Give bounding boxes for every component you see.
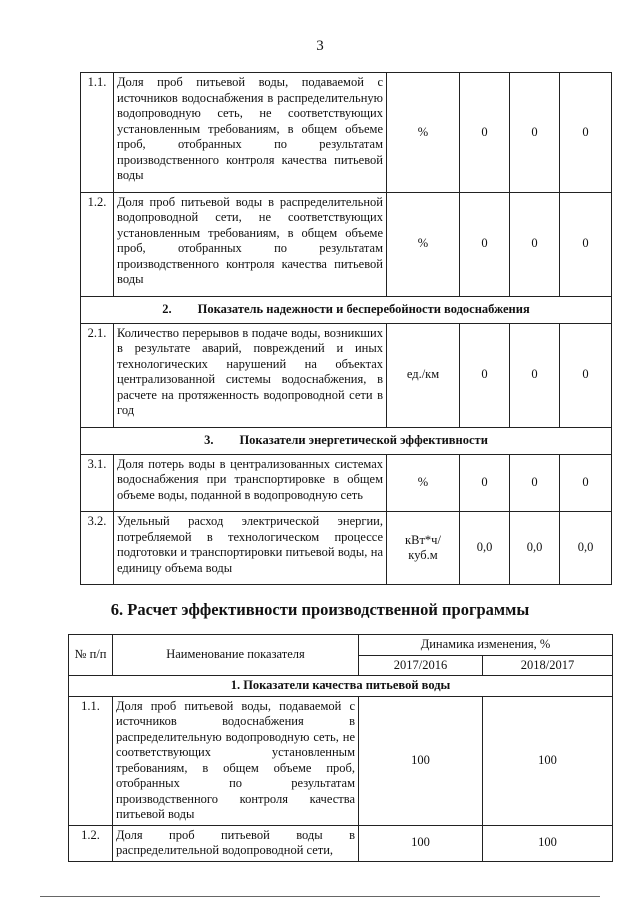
row-value: 0 (460, 192, 510, 296)
row-value: 0 (460, 454, 510, 512)
table-row (81, 73, 612, 193)
section-label: Показатель надежности и бесперебойности водоснабжения (197, 301, 530, 316)
group-quality-title: 1. Показатели качества питьевой воды (69, 676, 613, 697)
section-row (81, 427, 612, 454)
row-num: 1.2. (69, 825, 113, 861)
row-value: 0 (460, 323, 510, 427)
section-label: Показатели энергетической эффективности (239, 432, 488, 447)
row-value: 0,0 (560, 512, 612, 585)
row-unit: % (387, 192, 460, 296)
page-bottom-rule (40, 896, 600, 897)
section-number: 2. (162, 301, 172, 316)
row-name: Удельный расход электрической энергии, потребляемой в технологическом процессе подготовки и транспортировки питьевой воды, на единицу объема воды (114, 512, 387, 585)
row-num: 1.1. (81, 73, 114, 193)
row-name: Количество перерывов в подаче воды, возникших в результате аварий, повреждений и иных технологических нарушений на объектах централизованной системы водоснабжения, в расчете на протяженность водопроводной сети в год (114, 323, 387, 427)
row-value: 100 (483, 696, 613, 825)
indicators-table (80, 72, 612, 585)
row-name: Доля проб питьевой воды в распределительной водопроводной сети, (113, 825, 359, 861)
row-name: Доля проб питьевой воды в распределительной водопроводной сети, не соответствующих установленным требованиям, в общем объеме проб, отобранных по результатам производственного контроля качества питьевой воды (114, 192, 387, 296)
row-name: Доля потерь воды в централизованных системах водоснабжения при транспортировке в общем объеме воды, поданной в водопроводную сеть (114, 454, 387, 512)
row-value: 0 (510, 192, 560, 296)
row-num: 2.1. (81, 323, 114, 427)
section-6-heading: 6. Расчет эффективности производственной программы (110, 600, 530, 619)
row-value: 0 (560, 323, 612, 427)
row-num: 3.2. (81, 512, 114, 585)
section-title (81, 296, 612, 323)
section-row (81, 296, 612, 323)
table-row (81, 512, 612, 585)
row-num: 1.1. (69, 696, 113, 825)
row-value: 0 (510, 454, 560, 512)
row-value: 0,0 (460, 512, 510, 585)
row-unit: ед./км (387, 323, 460, 427)
row-num: 1.2. (81, 192, 114, 296)
row-unit: кВт*ч/ куб.м (387, 512, 460, 585)
section-title (81, 427, 612, 454)
row-value: 0,0 (510, 512, 560, 585)
row-value: 0 (510, 323, 560, 427)
table-row (81, 192, 612, 296)
table-row (81, 323, 612, 427)
row-unit: % (387, 73, 460, 193)
row-num: 3.1. (81, 454, 114, 512)
row-name: Доля проб питьевой воды, подаваемой с источников водоснабжения в распределительную водопроводную сеть, не соответствующих установленным требованиям, в общем объеме проб, отобранных по результатам производственного контроля качества питьевой воды (114, 73, 387, 193)
row-name: Доля проб питьевой воды, подаваемой с источников водоснабжения в распределительную водопроводную сеть, не соответствующих установленным требованиям, в общем объеме проб, отобранных по результатам производственного контроля качества питьевой воды (113, 696, 359, 825)
header-dynamics: Динамика изменения, % (359, 635, 613, 656)
row-value: 100 (359, 696, 483, 825)
row-value: 100 (359, 825, 483, 861)
page-number: 3 (316, 38, 324, 54)
section-number: 3. (204, 432, 214, 447)
row-value: 0 (460, 73, 510, 193)
row-value: 100 (483, 825, 613, 861)
efficiency-table (68, 634, 613, 862)
row-value: 0 (560, 73, 612, 193)
row-value: 0 (560, 192, 612, 296)
row-value: 0 (510, 73, 560, 193)
header-col-2018-2017: 2018/2017 (483, 655, 613, 676)
header-col-2017-2016: 2017/2016 (359, 655, 483, 676)
row-value: 0 (560, 454, 612, 512)
table-row (81, 454, 612, 512)
header-name: Наименование показателя (113, 635, 359, 676)
header-num: № п/п (69, 635, 113, 676)
row-unit: % (387, 454, 460, 512)
